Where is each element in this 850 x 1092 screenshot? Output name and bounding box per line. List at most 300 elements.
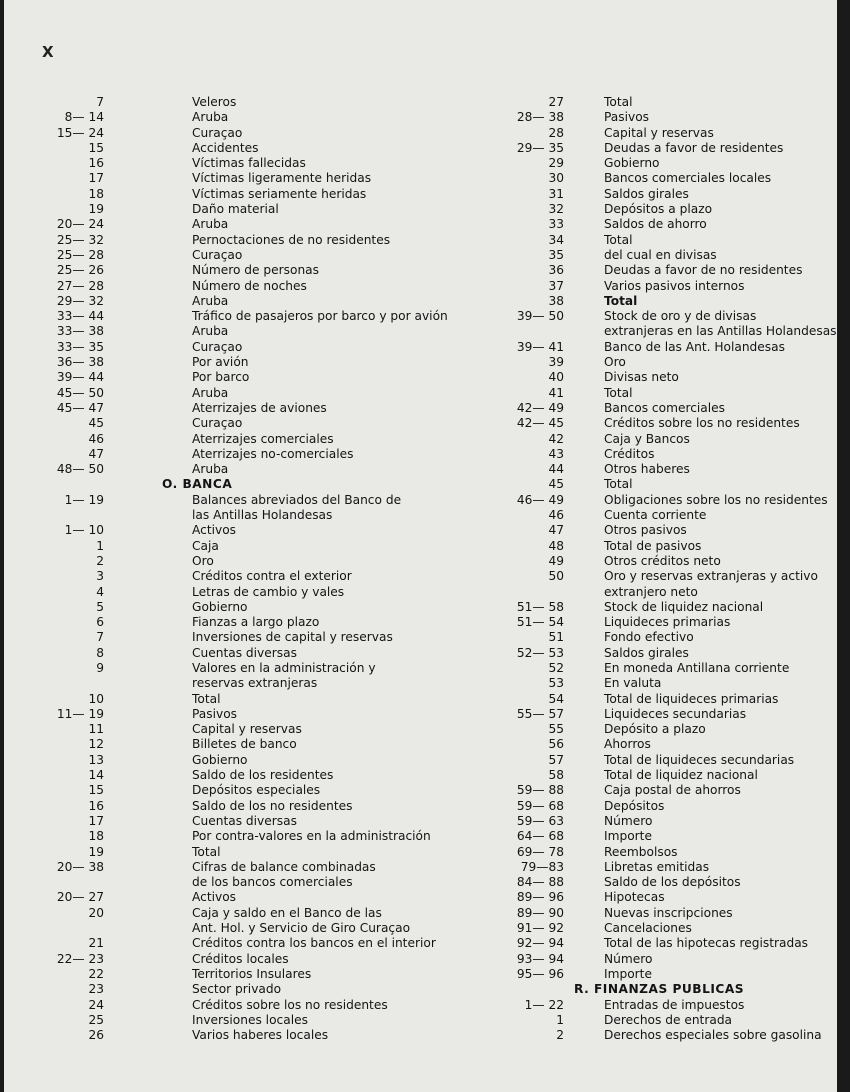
entry-label: Total bbox=[604, 293, 638, 308]
index-entry bbox=[4, 340, 424, 355]
entry-label: Número de personas bbox=[192, 263, 319, 278]
index-entry bbox=[4, 921, 424, 936]
entry-label: Fianzas a largo plazo bbox=[192, 615, 320, 630]
index-entry bbox=[424, 156, 837, 171]
entry-label: Gobierno bbox=[192, 752, 248, 767]
index-entry bbox=[424, 217, 837, 232]
entry-label: las Antillas Holandesas bbox=[192, 508, 333, 523]
index-entry bbox=[4, 248, 424, 263]
index-entry bbox=[4, 1028, 424, 1043]
index-entry bbox=[4, 829, 431, 844]
index-entry bbox=[4, 202, 424, 217]
index-entry bbox=[424, 248, 837, 263]
entry-number: 11 bbox=[88, 722, 104, 737]
entry-number: 35 bbox=[548, 247, 564, 262]
index-entry bbox=[424, 462, 837, 477]
entry-label: Total bbox=[192, 691, 221, 706]
index-entry bbox=[424, 340, 837, 355]
entry-label: Entradas de impuestos bbox=[604, 997, 745, 1012]
entry-number: 59— 88 bbox=[516, 783, 564, 798]
entry-number: 2 bbox=[96, 553, 104, 568]
entry-label: Letras de cambio y vales bbox=[192, 584, 345, 599]
entry-label: Aterrizajes no-comerciales bbox=[192, 446, 354, 461]
entry-label: Activos bbox=[192, 523, 237, 538]
entry-number: 91— 92 bbox=[516, 921, 564, 936]
index-entry bbox=[424, 722, 837, 737]
entry-number: 50 bbox=[548, 569, 564, 584]
entry-label: Veleros bbox=[192, 95, 237, 109]
index-entry bbox=[424, 630, 837, 645]
entry-number: 33— 44 bbox=[56, 309, 104, 324]
entry-label: Deudas a favor de residentes bbox=[604, 140, 784, 155]
entry-number: 19 bbox=[88, 202, 104, 217]
index-entry bbox=[424, 432, 837, 447]
entry-number: 45 bbox=[548, 477, 564, 492]
entry-label: Saldos de ahorro bbox=[604, 217, 707, 232]
entry-number: 46— 49 bbox=[516, 492, 564, 507]
index-entry bbox=[4, 95, 424, 110]
index-entry bbox=[424, 860, 837, 875]
index-entry bbox=[424, 707, 837, 722]
index-entry bbox=[4, 309, 448, 324]
index-entry bbox=[424, 493, 837, 508]
entry-number: 44 bbox=[548, 462, 564, 477]
entry-label: R. FINANZAS PUBLICAS bbox=[574, 982, 745, 997]
entry-label: Gobierno bbox=[192, 599, 248, 614]
entry-label: Reembolsos bbox=[604, 844, 678, 859]
index-entry bbox=[424, 569, 837, 584]
index-entry bbox=[424, 477, 837, 492]
entry-label: Importe bbox=[604, 966, 652, 981]
entry-label: Aterrizajes de aviones bbox=[192, 400, 327, 415]
entry-label: En valuta bbox=[604, 676, 662, 691]
index-entry bbox=[424, 279, 837, 294]
entry-label: Caja y saldo en el Banco de las bbox=[192, 905, 382, 920]
index-entry bbox=[424, 294, 837, 309]
entry-number: 1 bbox=[556, 1012, 564, 1027]
index-entry bbox=[4, 890, 424, 905]
index-entry bbox=[4, 845, 424, 860]
entry-number: 20 bbox=[88, 905, 104, 920]
entry-number: 20— 27 bbox=[56, 890, 104, 905]
index-entry bbox=[424, 921, 837, 936]
entry-label: Importe bbox=[604, 829, 652, 844]
index-entry bbox=[4, 692, 424, 707]
index-entry bbox=[424, 1013, 837, 1028]
right-column bbox=[424, 95, 837, 1043]
index-entry bbox=[424, 692, 837, 707]
index-entry bbox=[424, 126, 837, 141]
entry-number: 45 bbox=[88, 416, 104, 431]
entry-number: 25— 32 bbox=[56, 232, 104, 247]
entry-number: 36— 38 bbox=[56, 355, 104, 370]
entry-number: 19 bbox=[88, 844, 104, 859]
entry-number: 92— 94 bbox=[516, 936, 564, 951]
entry-label: Fondo efectivo bbox=[604, 630, 694, 645]
entry-number: 18 bbox=[88, 186, 104, 201]
entry-label: O. BANCA bbox=[162, 477, 233, 492]
entry-number: 42 bbox=[548, 431, 564, 446]
entry-label: Otros créditos neto bbox=[604, 553, 721, 568]
index-entry bbox=[4, 171, 424, 186]
index-entry bbox=[4, 447, 424, 462]
index-entry bbox=[424, 814, 837, 829]
entry-label: Saldo de los residentes bbox=[192, 768, 334, 783]
index-entry bbox=[4, 737, 424, 752]
index-entry bbox=[424, 187, 837, 202]
entry-label: Sector privado bbox=[192, 982, 282, 997]
entry-label: Caja y Bancos bbox=[604, 431, 690, 446]
index-entry bbox=[4, 126, 424, 141]
entry-number: 7 bbox=[96, 95, 104, 109]
entry-label: Otros pasivos bbox=[604, 523, 687, 538]
entry-label: Cuentas diversas bbox=[192, 645, 297, 660]
entry-label: Total bbox=[604, 95, 633, 109]
entry-number: 33— 35 bbox=[56, 339, 104, 354]
entry-number: 11— 19 bbox=[56, 706, 104, 721]
entry-number: 8— 14 bbox=[64, 110, 104, 125]
entry-number: 52 bbox=[548, 660, 564, 675]
entry-label: Víctimas seriamente heridas bbox=[192, 186, 367, 201]
entry-number: 23 bbox=[88, 982, 104, 997]
entry-label: Tráfico de pasajeros por barco y por avión bbox=[192, 309, 448, 324]
index-entry bbox=[4, 569, 424, 584]
index-entry bbox=[424, 585, 837, 600]
entry-label: Pasivos bbox=[192, 706, 238, 721]
index-entry bbox=[4, 523, 424, 538]
entry-number: 20— 24 bbox=[56, 217, 104, 232]
entry-number: 41 bbox=[548, 385, 564, 400]
entry-label: Oro y reservas extranjeras y activo bbox=[604, 569, 818, 584]
entry-number: 29— 32 bbox=[56, 293, 104, 308]
entry-number: 58 bbox=[548, 768, 564, 783]
entry-number: 28— 38 bbox=[516, 110, 564, 125]
entry-label: Varios pasivos internos bbox=[604, 278, 745, 293]
entry-label: Stock de liquidez nacional bbox=[604, 599, 764, 614]
index-entry bbox=[424, 845, 837, 860]
entry-number: 45— 47 bbox=[56, 400, 104, 415]
entry-number: 2 bbox=[556, 1028, 564, 1043]
entry-label: Créditos bbox=[604, 446, 655, 461]
entry-label: Saldos girales bbox=[604, 645, 689, 660]
entry-label: Billetes de banco bbox=[192, 737, 297, 752]
entry-label: Por contra-valores en la administración bbox=[192, 829, 431, 844]
entry-number: 30 bbox=[548, 171, 564, 186]
entry-label: Saldos girales bbox=[604, 186, 689, 201]
index-entry bbox=[4, 600, 424, 615]
entry-label: Total bbox=[604, 232, 633, 247]
index-entry bbox=[4, 630, 424, 645]
entry-label: Cuenta corriente bbox=[604, 508, 707, 523]
entry-number: 49 bbox=[548, 553, 564, 568]
entry-number: 25— 26 bbox=[56, 263, 104, 278]
index-entry bbox=[424, 646, 837, 661]
index-entry bbox=[4, 615, 424, 630]
entry-label: Cuentas diversas bbox=[192, 813, 297, 828]
entry-label: Por avión bbox=[192, 355, 249, 370]
index-entry bbox=[4, 952, 424, 967]
entry-number: 25 bbox=[88, 1012, 104, 1027]
index-entry bbox=[4, 707, 424, 722]
index-entry bbox=[424, 370, 837, 385]
entry-label: reservas extranjeras bbox=[192, 676, 318, 691]
entry-label: Caja postal de ahorros bbox=[604, 783, 741, 798]
index-entry bbox=[4, 722, 424, 737]
entry-label: extranjero neto bbox=[604, 584, 698, 599]
index-entry bbox=[424, 661, 837, 676]
entry-label: Créditos contra los bancos en el interior bbox=[192, 936, 436, 951]
index-entry bbox=[4, 263, 424, 278]
entry-number: 51— 54 bbox=[516, 615, 564, 630]
index-entry bbox=[424, 233, 837, 248]
index-entry bbox=[4, 110, 424, 125]
entry-number: 1 bbox=[96, 538, 104, 553]
entry-number: 34 bbox=[548, 232, 564, 247]
entry-number: 28 bbox=[548, 125, 564, 140]
entry-label: Víctimas fallecidas bbox=[192, 156, 306, 171]
index-entry bbox=[424, 737, 837, 752]
entry-number: 53 bbox=[548, 676, 564, 691]
index-entry bbox=[424, 890, 837, 905]
entry-number: 24 bbox=[88, 997, 104, 1012]
entry-number: 14 bbox=[88, 768, 104, 783]
index-entry bbox=[424, 615, 837, 630]
entry-number: 10 bbox=[88, 691, 104, 706]
entry-label: Saldo de los no residentes bbox=[192, 798, 353, 813]
entry-number: 89— 90 bbox=[516, 905, 564, 920]
entry-label: extranjeras en las Antillas Holandesas bbox=[604, 324, 837, 339]
index-entry bbox=[424, 783, 837, 798]
entry-number: 20— 38 bbox=[56, 859, 104, 874]
entry-label: Total bbox=[604, 477, 633, 492]
entry-number: 48— 50 bbox=[56, 462, 104, 477]
index-entry bbox=[424, 309, 837, 324]
index-entry bbox=[4, 967, 424, 982]
entry-label: Aruba bbox=[192, 110, 229, 125]
entry-number: 18 bbox=[88, 829, 104, 844]
entry-number: 39 bbox=[548, 355, 564, 370]
index-entry bbox=[424, 799, 837, 814]
entry-label: Créditos locales bbox=[192, 951, 289, 966]
entry-label: Nuevas inscripciones bbox=[604, 905, 733, 920]
index-entry bbox=[424, 554, 837, 569]
index-entry bbox=[424, 508, 837, 523]
entry-number: 27— 28 bbox=[56, 278, 104, 293]
entry-label: Liquideces primarias bbox=[604, 615, 731, 630]
entry-number: 22 bbox=[88, 966, 104, 981]
entry-label: Por barco bbox=[192, 370, 250, 385]
entry-label: Inversiones de capital y reservas bbox=[192, 630, 393, 645]
index-entry bbox=[424, 171, 837, 186]
entry-label: Libretas emitidas bbox=[604, 859, 710, 874]
index-entry bbox=[424, 600, 837, 615]
index-entry bbox=[4, 875, 424, 890]
entry-number: 31 bbox=[548, 186, 564, 201]
index-entry bbox=[4, 539, 424, 554]
entry-label: Bancos comerciales bbox=[604, 400, 725, 415]
entry-label: Depósitos especiales bbox=[192, 783, 321, 798]
index-entry bbox=[424, 324, 837, 339]
entry-number: 52— 53 bbox=[516, 645, 564, 660]
entry-number: 55— 57 bbox=[516, 706, 564, 721]
entry-number: 69— 78 bbox=[516, 844, 564, 859]
left-column bbox=[4, 95, 448, 1043]
entry-number: 4 bbox=[96, 584, 104, 599]
index-entry bbox=[4, 998, 424, 1013]
index-entry bbox=[424, 386, 837, 401]
index-entry bbox=[4, 416, 424, 431]
index-entry bbox=[4, 294, 424, 309]
entry-label: Número de noches bbox=[192, 278, 307, 293]
index-entry bbox=[424, 539, 837, 554]
index-entry bbox=[424, 768, 837, 783]
index-entry bbox=[4, 401, 424, 416]
entry-number: 51— 58 bbox=[516, 599, 564, 614]
entry-number: 36 bbox=[548, 263, 564, 278]
entry-label: Curaçao bbox=[192, 339, 243, 354]
entry-number: 17 bbox=[88, 813, 104, 828]
entry-number: 95— 96 bbox=[516, 966, 564, 981]
entry-label: Depósitos bbox=[604, 798, 665, 813]
entry-label: Accidentes bbox=[192, 140, 259, 155]
entry-number: 47 bbox=[88, 446, 104, 461]
index-entry bbox=[4, 860, 424, 875]
entry-number: 48 bbox=[548, 538, 564, 553]
index-entry bbox=[4, 217, 424, 232]
entry-label: Territorios Insulares bbox=[192, 966, 312, 981]
index-entry bbox=[424, 95, 837, 110]
entry-label: Créditos sobre los no residentes bbox=[604, 416, 800, 431]
entry-number: 54 bbox=[548, 691, 564, 706]
entry-number: 7 bbox=[96, 630, 104, 645]
entry-label: Total de las hipotecas registradas bbox=[604, 936, 809, 951]
entry-number: 89— 96 bbox=[516, 890, 564, 905]
index-entry bbox=[4, 493, 424, 508]
entry-number: 55 bbox=[548, 722, 564, 737]
index-entry bbox=[424, 447, 837, 462]
entry-number: 46 bbox=[88, 431, 104, 446]
index-entry bbox=[424, 202, 837, 217]
index-entry bbox=[4, 906, 424, 921]
entry-label: Total de liquideces secundarias bbox=[604, 752, 795, 767]
entry-number: 15 bbox=[88, 783, 104, 798]
entry-label: Bancos comerciales locales bbox=[604, 171, 772, 186]
entry-number: 27 bbox=[548, 95, 564, 109]
entry-label: Hipotecas bbox=[604, 890, 665, 905]
index-entry bbox=[4, 370, 424, 385]
index-entry bbox=[4, 462, 424, 477]
entry-label: Saldo de los depósitos bbox=[604, 875, 741, 890]
entry-number: 3 bbox=[96, 569, 104, 584]
entry-label: Curaçao bbox=[192, 125, 243, 140]
entry-number: 64— 68 bbox=[516, 829, 564, 844]
entry-label: Otros haberes bbox=[604, 462, 690, 477]
entry-label: Aruba bbox=[192, 324, 229, 339]
entry-label: Caja bbox=[192, 538, 219, 553]
index-entry bbox=[424, 998, 837, 1013]
entry-number: 29 bbox=[548, 156, 564, 171]
entry-label: Activos bbox=[192, 890, 237, 905]
entry-number: 12 bbox=[88, 737, 104, 752]
entry-label: Aruba bbox=[192, 217, 229, 232]
entry-label: En moneda Antillana corriente bbox=[604, 660, 790, 675]
entry-label: Stock de oro y de divisas bbox=[604, 309, 757, 324]
entry-number: 15 bbox=[88, 140, 104, 155]
index-entry bbox=[424, 110, 837, 125]
index-entry bbox=[424, 952, 837, 967]
entry-number: 93— 94 bbox=[516, 951, 564, 966]
index-entry bbox=[4, 141, 424, 156]
entry-label: Aruba bbox=[192, 293, 229, 308]
entry-label: Liquideces secundarias bbox=[604, 706, 747, 721]
entry-number: 79—83 bbox=[520, 859, 564, 874]
entry-number: 59— 63 bbox=[516, 813, 564, 828]
entry-label: Aruba bbox=[192, 462, 229, 477]
entry-number: 33— 38 bbox=[56, 324, 104, 339]
entry-label: Número bbox=[604, 813, 653, 828]
entry-label: Derechos especiales sobre gasolina bbox=[604, 1028, 822, 1043]
entry-label: Total bbox=[192, 844, 221, 859]
entry-number: 8 bbox=[96, 645, 104, 660]
index-entry bbox=[4, 279, 424, 294]
entry-label: Cifras de balance combinadas bbox=[192, 859, 376, 874]
entry-number: 15— 24 bbox=[56, 125, 104, 140]
entry-number: 42— 49 bbox=[516, 400, 564, 415]
entry-number: 5 bbox=[96, 599, 104, 614]
index-entry bbox=[424, 355, 837, 370]
index-entry bbox=[424, 1028, 837, 1043]
index-entry bbox=[4, 355, 424, 370]
entry-number: 33 bbox=[548, 217, 564, 232]
entry-label: Valores en la administración y bbox=[192, 660, 376, 675]
entry-number: 16 bbox=[88, 798, 104, 813]
index-entry bbox=[4, 799, 424, 814]
entry-label: Oro bbox=[192, 553, 214, 568]
entry-label: Créditos sobre los no residentes bbox=[192, 997, 388, 1012]
entry-number: 59— 68 bbox=[516, 798, 564, 813]
section-heading bbox=[4, 477, 424, 492]
index-entry bbox=[424, 875, 837, 890]
index-entry bbox=[424, 416, 837, 431]
entry-number: 39— 50 bbox=[516, 309, 564, 324]
entry-label: Daño material bbox=[192, 202, 279, 217]
entry-number: 40 bbox=[548, 370, 564, 385]
entry-label: Curaçao bbox=[192, 247, 243, 262]
entry-label: Capital y reservas bbox=[192, 722, 302, 737]
index-entry bbox=[4, 646, 424, 661]
index-entry bbox=[424, 829, 837, 844]
page-number: X bbox=[42, 43, 54, 61]
index-entry bbox=[4, 386, 424, 401]
entry-label: Aterrizajes comerciales bbox=[192, 431, 334, 446]
entry-label: Pernoctaciones de no residentes bbox=[192, 232, 391, 247]
entry-number: 1— 10 bbox=[64, 523, 104, 538]
entry-label: Gobierno bbox=[604, 156, 660, 171]
index-entry bbox=[4, 324, 424, 339]
entry-number: 57 bbox=[548, 752, 564, 767]
entry-label: Total de pasivos bbox=[604, 538, 702, 553]
index-entry bbox=[4, 1013, 424, 1028]
index-entry bbox=[4, 187, 424, 202]
index-entry bbox=[424, 906, 837, 921]
entry-label: Divisas neto bbox=[604, 370, 679, 385]
entry-number: 22— 23 bbox=[56, 951, 104, 966]
entry-number: 45— 50 bbox=[56, 385, 104, 400]
entry-number: 39— 41 bbox=[516, 339, 564, 354]
entry-label: Depósitos a plazo bbox=[604, 202, 713, 217]
entry-number: 38 bbox=[548, 293, 564, 308]
entry-label: del cual en divisas bbox=[604, 247, 717, 262]
